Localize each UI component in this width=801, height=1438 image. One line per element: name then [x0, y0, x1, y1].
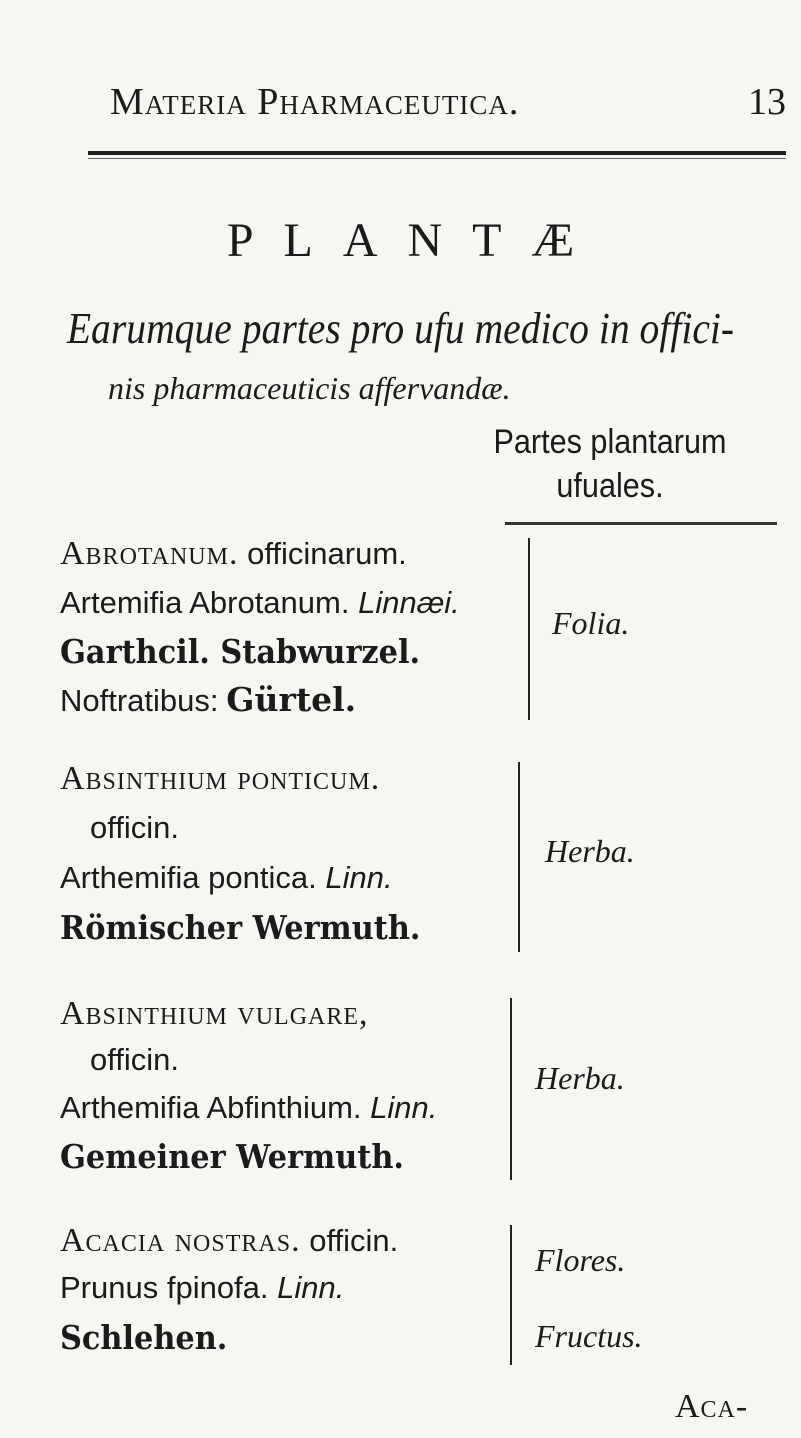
header-rule-thin [88, 158, 786, 159]
linnaeus-ref: Linn. [370, 1090, 438, 1125]
header-rule [88, 151, 786, 155]
subtitle-line-1: Earumque partes pro ufu medico in offici- [66, 304, 735, 353]
entry-bracket [528, 538, 538, 720]
german-name: Schlehen. [60, 1318, 228, 1357]
entry-name-rest: officinarum. [238, 536, 407, 571]
linnaeus-line [60, 1090, 437, 1126]
column-header [471, 420, 750, 508]
linnaeus-line [60, 860, 393, 896]
column-header-line-1: Partes plantarum [493, 423, 727, 461]
officin-label: officin. [90, 810, 180, 845]
german-name: Garthcil. Stabwurzel. [60, 632, 421, 671]
linnaeus-name: Artemifia Abrotanum. [60, 585, 350, 620]
german-name: Gemeiner Wermuth. [60, 1137, 404, 1176]
section-title: PLANTÆ [226, 214, 605, 267]
german-name: Römischer Wermuth. [60, 908, 421, 947]
entry-name: Acacia nostras. [60, 1222, 301, 1259]
plant-part-label: Fructus. [535, 1318, 643, 1354]
column-header-line-2: ufuales. [556, 467, 664, 505]
plant-part-label: Herba. [535, 1060, 625, 1096]
entry-bracket [510, 1225, 520, 1365]
catchword: Aca- [675, 1388, 749, 1425]
vernacular-name: Gürtel. [226, 680, 357, 719]
linnaeus-name: Arthemifia pontica. [60, 860, 317, 895]
plant-part-label: Flores. [535, 1242, 626, 1278]
entry-name-line [60, 535, 407, 573]
linnaeus-line [60, 585, 460, 621]
linnaeus-ref: Linnæi. [358, 585, 460, 620]
entry-bracket [510, 998, 520, 1180]
linnaeus-name: Prunus fpinofa. [60, 1270, 269, 1305]
linnaeus-ref: Linn. [325, 860, 393, 895]
plant-part-label: Folia. [552, 605, 630, 641]
officin-label: officin. [90, 1042, 180, 1077]
subtitle-line-2: nis pharmaceuticis affervandæ. [108, 370, 511, 406]
plant-part-label: Herba. [545, 833, 635, 869]
entry-bracket [518, 762, 528, 952]
page-number: 13 [748, 81, 786, 123]
entry-name-line [60, 1222, 398, 1260]
column-header-brace [505, 522, 777, 525]
vernacular-line [60, 680, 356, 719]
linnaeus-name: Arthemifia Abfinthium. [60, 1090, 362, 1125]
vernacular-label: Noftratibus: [60, 683, 219, 718]
entry-name: Abrotanum. [60, 535, 239, 572]
entry-name: Absinthium vulgare, [60, 995, 369, 1032]
entry-name: Absinthium ponticum. [60, 760, 381, 797]
running-title: Materia Pharmaceutica. [110, 81, 520, 123]
linnaeus-line [60, 1270, 344, 1306]
entry-name-rest: officin. [300, 1223, 399, 1258]
linnaeus-ref: Linn. [277, 1270, 345, 1305]
